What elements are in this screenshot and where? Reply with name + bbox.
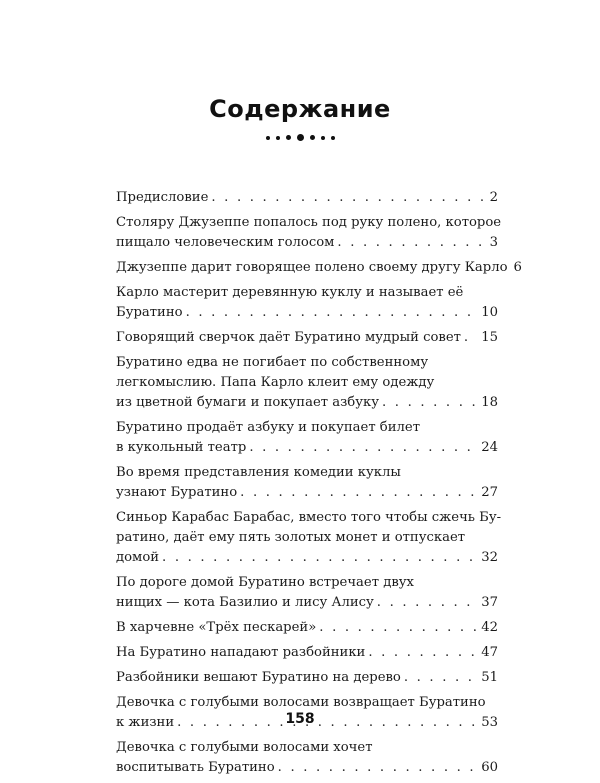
toc-entry[interactable]	[116, 353, 498, 413]
toc-entry-last-line	[116, 668, 498, 688]
ornament-dot	[297, 134, 304, 141]
dot-leader	[319, 618, 478, 638]
toc-entry-title-line: Буратино продаёт азбуку и покупает билет	[116, 420, 421, 435]
toc-entry-title-line: ратино, даёт ему пять золотых монет и отпускает	[116, 530, 466, 545]
toc-entry-title-line: Карло мастерит деревянную куклу и называет её	[116, 285, 464, 300]
toc-entry-title-line: Предисловие	[116, 190, 209, 205]
toc-entry-title-line: домой	[116, 550, 160, 565]
toc-entry-title-line: легкомыслию. Папа Карло клеит ему одежду	[116, 375, 435, 390]
toc-entry-last-line	[116, 643, 498, 663]
toc-entry-title-line: По дороге домой Буратино встречает двух	[116, 575, 414, 590]
toc-entry[interactable]	[116, 418, 498, 458]
toc-entry-title-line: из цветной бумаги и покупает азбуку	[116, 395, 380, 410]
toc-entry-last-line	[116, 328, 498, 348]
toc-entry-last-line	[116, 393, 498, 413]
toc-entry-last-line	[116, 303, 498, 323]
toc-entry-page: 3	[489, 235, 498, 250]
toc-entry-title-line: Девочка с голубыми волосами возвращает Буратино	[116, 695, 486, 710]
dot-leader	[162, 548, 478, 568]
toc-entry-page: 15	[481, 330, 498, 345]
toc-entry[interactable]	[116, 188, 498, 208]
toc-entry-title-line: Буратино	[116, 305, 183, 320]
toc-entry-page: 24	[481, 440, 498, 455]
toc-entry-last-line	[116, 548, 498, 568]
toc-entry[interactable]	[116, 643, 498, 663]
toc-entry-title-line: к жизни	[116, 715, 175, 730]
toc-entry-title-line: В харчевне «Трёх пескарей»	[116, 620, 317, 635]
toc-entry-last-line	[116, 438, 498, 458]
ornament-dot	[321, 136, 325, 140]
toc-entry[interactable]	[116, 508, 502, 568]
toc-entry-title-line: узнают Буратино	[116, 485, 238, 500]
toc-entry-page: 42	[481, 620, 498, 635]
toc-entry[interactable]	[116, 738, 498, 778]
toc-entry-title-line: Во время представления комедии куклы	[116, 465, 401, 480]
toc-entry-title-line: нищих — кота Базилио и лису Алису	[116, 595, 374, 610]
dot-leader	[464, 328, 478, 348]
toc-entry-last-line	[116, 758, 498, 778]
toc-entry-page: 51	[481, 670, 498, 685]
ornament-dot	[276, 136, 280, 140]
toc-entry-title-line: Буратино едва не погибает по собственному	[116, 355, 429, 370]
dot-leader	[377, 593, 478, 613]
toc-entry-last-line	[116, 618, 498, 638]
page-number: 158	[285, 711, 315, 727]
toc-entry-page: 18	[481, 395, 498, 410]
toc-entry-page: 6	[513, 260, 522, 275]
dot-leader	[368, 643, 478, 663]
dot-leader	[404, 668, 478, 688]
toc-entry-last-line	[116, 233, 498, 253]
dot-leader	[240, 483, 478, 503]
toc-entry[interactable]	[116, 258, 522, 278]
dot-leader	[211, 188, 486, 208]
toc-entry[interactable]	[116, 328, 498, 348]
dot-leader	[382, 393, 478, 413]
toc-entry-title-line: воспитывать Буратино	[116, 760, 275, 775]
toc-entry-page: 32	[481, 550, 498, 565]
toc-entry-page: 10	[481, 305, 498, 320]
toc-entry-page: 53	[481, 715, 498, 730]
title-ornament	[0, 134, 600, 141]
toc-entry-page: 37	[481, 595, 498, 610]
toc-entry-title-line: Столяру Джузеппе попалось под руку полено, которое	[116, 215, 502, 230]
toc-entry-title-line: Разбойники вешают Буратино на дерево	[116, 670, 401, 685]
toc-entry[interactable]	[116, 618, 498, 638]
toc-entry-title-line: Джузеппе дарит говорящее полено своему другу Карло	[116, 260, 508, 275]
toc-entry-title-line: Синьор Карабас Барабас, вместо того чтобы сжечь Бу-	[116, 510, 502, 525]
toc-entry-last-line	[116, 188, 498, 208]
toc-entry-page: 60	[481, 760, 498, 775]
toc-entry[interactable]	[116, 668, 498, 688]
toc-entry[interactable]	[116, 213, 502, 253]
toc-entry-page: 47	[481, 645, 498, 660]
toc-entry-title-line: пищало человеческим голосом	[116, 235, 335, 250]
dot-leader	[278, 758, 479, 778]
ornament-dot	[331, 136, 335, 140]
dot-leader	[186, 303, 479, 323]
toc-entry-title-line: в кукольный театр	[116, 440, 247, 455]
toc-entry-title-line: Говорящий сверчок даёт Буратино мудрый совет	[116, 330, 461, 345]
toc-entry[interactable]	[116, 573, 498, 613]
toc-entry[interactable]	[116, 283, 498, 323]
toc-entry-last-line	[116, 258, 522, 278]
toc-entry-page: 27	[481, 485, 498, 500]
dot-leader	[249, 438, 478, 458]
toc-entry-title-line: Девочка с голубыми волосами хочет	[116, 740, 373, 755]
ornament-dot	[286, 135, 291, 140]
toc-entry-page: 2	[489, 190, 498, 205]
page-title: Содержание	[209, 95, 391, 123]
toc-entry-last-line	[116, 483, 498, 503]
toc-entry-title-line: На Буратино нападают разбойники	[116, 645, 366, 660]
toc-entry-last-line	[116, 593, 498, 613]
dot-leader	[337, 233, 486, 253]
toc-entry[interactable]	[116, 463, 498, 503]
ornament-dot	[266, 136, 270, 140]
ornament-dot	[310, 135, 315, 140]
table-of-contents	[116, 188, 522, 783]
